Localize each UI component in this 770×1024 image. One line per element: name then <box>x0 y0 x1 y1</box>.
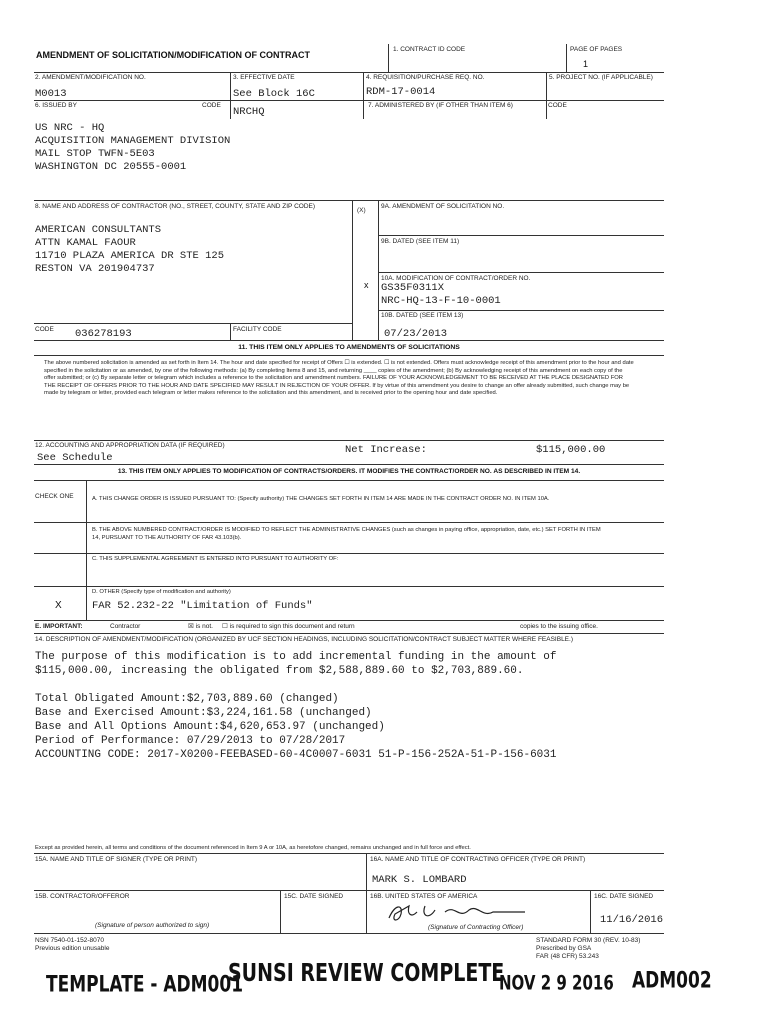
contractor-line-4: RESTON VA 201904737 <box>35 263 155 275</box>
contractor-code-label: CODE <box>35 326 54 333</box>
item13-d-value: FAR 52.232-22 "Limitation of Funds" <box>92 600 313 612</box>
item4-label: 4. REQUISITION/PURCHASE REQ. NO. <box>366 74 485 81</box>
contracting-officer-signature <box>385 900 535 926</box>
item7-label: 7. ADMINISTERED BY (IF OTHER THAN ITEM 6) <box>368 102 513 109</box>
item10a-value-2: NRC-HQ-13-F-10-0001 <box>381 295 501 307</box>
description-detail: Total Obligated Amount:$2,703,889.60 (changed) <box>35 693 339 705</box>
issuer-line-1: US NRC - HQ <box>35 122 105 134</box>
important-contractor: Contractor <box>110 623 141 630</box>
template-stamp: TEMPLATE - ADM001 <box>46 972 244 998</box>
item16a-value: MARK S. LOMBARD <box>372 874 467 886</box>
item10a-value-1: GS35F0311X <box>381 282 445 294</box>
item13-option-c: C. THIS SUPPLEMENTAL AGREEMENT IS ENTERED INTO PURSUANT TO AUTHORITY OF: <box>92 556 339 562</box>
item3-label: 3. EFFECTIVE DATE <box>233 74 295 81</box>
item16c-value: 11/16/2016 <box>600 914 664 926</box>
description-line: The purpose of this modification is to add incremental funding in the amount of <box>35 651 557 663</box>
item13-d-mark: X <box>55 600 62 611</box>
form-title: AMENDMENT OF SOLICITATION/MODIFICATION OF CONTRACT <box>36 50 310 60</box>
item13-option-a: A. THIS CHANGE ORDER IS ISSUED PURSUANT TO: (Specify authority) THE CHANGES SET FORTH IN ITEM 14 ARE MADE IN THE CONTRACT ORDER NO. IN ITEM 10A. <box>92 496 550 502</box>
item15c-label: 15C. DATE SIGNED <box>284 893 344 900</box>
previous-edition-text: Previous edition unusable <box>35 945 110 952</box>
item14-label: 14. DESCRIPTION OF AMENDMENT/MODIFICATION (ORGANIZED BY UCF SECTION HEADINGS, INCLUDING SOLICITATION/CONTRACT SUBJECT MATTER WHERE FEASIBLE.) <box>35 636 573 643</box>
prescribed-text: Prescribed by GSA <box>536 945 592 952</box>
item11-header: 11. THIS ITEM ONLY APPLIES TO AMENDMENTS OF SOLICITATIONS <box>238 344 460 351</box>
important-copies: copies to the issuing office. <box>520 623 598 630</box>
item16a-label: 16A. NAME AND TITLE OF CONTRACTING OFFICER (TYPE OR PRINT) <box>370 856 586 863</box>
item9b-label: 9B. DATED (SEE ITEM 11) <box>381 238 460 245</box>
nsn-text: NSN 7540-01-152-8070 <box>35 937 105 944</box>
far-ref-text: FAR (48 CFR) 53.243 <box>536 953 599 960</box>
description-block <box>35 650 655 762</box>
sunsi-review-stamp: SUNSI REVIEW COMPLETE <box>228 958 505 988</box>
item13-option-b: B. THE ABOVE NUMBERED CONTRACT/ORDER IS MODIFIED TO REFLECT THE ADMINISTRATIVE CHANGES (such as changes in paying office, appropriation, date, etc.) SET FORTH IN ITEM 14, PURSUANT TO THE AUTHORITY OF FAR 43.103(b). <box>92 527 601 541</box>
item11-text: The above numbered solicitation is amended as set forth in Item 14. The hour and date specified for receipt of Offers ☐ is extended. ☐ is not extended. Offers must acknowledge receipt of this amendment prior to the hour and date specified in the solicitation or as amended, by one of the following methods: (a) By completing Items 8 and 15, and returning ____ copies of the amendment; (b) By acknowledging receipt of this amendment on each copy of the offer submitted; or (c) By separate letter or telegram which includes a reference to the solicitation and amendment numbers. FAILURE OF YOUR ACKNOWLEDGEMENT TO BE RECEIVED AT THE PLACE DESIGNATED FOR THE RECEIPT OF OFFERS PRIOR TO THE HOUR AND DATE SPECIFIED MAY RESULT IN REJECTION OF YOUR OFFER. If by virtue of this amendment you desire to change an offer already submitted, such change may be made by telegram or letter, provided each telegram or letter makes reference to the solicitation and this amendment, and is received prior to the opening hour and date specified. <box>44 360 634 396</box>
check-one-label: CHECK ONE <box>35 493 74 500</box>
contractor-code: 036278193 <box>75 328 132 340</box>
description-detail: Period of Performance: 07/29/2013 to 07/28/2017 <box>35 735 346 747</box>
item2-label: 2. AMENDMENT/MODIFICATION NO. <box>35 74 146 81</box>
important-label: E. IMPORTANT: <box>35 623 83 630</box>
item12-label: 12. ACCOUNTING AND APPROPRIATION DATA (IF REQUIRED) <box>35 442 225 449</box>
item10a-label: 10A. MODIFICATION OF CONTRACT/ORDER NO. <box>381 275 531 282</box>
ride-stamp: ADM002 <box>632 968 712 994</box>
facility-code-label: FACILITY CODE <box>233 326 282 333</box>
contractor-line-3: 11710 PLAZA AMERICA DR STE 125 <box>35 250 225 262</box>
issuer-line-4: WASHINGTON DC 20555-0001 <box>35 161 187 173</box>
except-text: Except as provided herein, all terms and conditions of the document referenced in Item 9 A or 10A, as heretofore changed, remains unchanged and in full force and effect. <box>35 845 471 851</box>
item2-value: M0013 <box>35 88 67 100</box>
contract-id-code-label: 1. CONTRACT ID CODE <box>393 46 466 53</box>
contractor-line-2: ATTN KAMAL FAOUR <box>35 237 136 249</box>
net-increase-label: Net Increase: <box>345 444 427 456</box>
item12-value: See Schedule <box>37 452 113 464</box>
item15b-label: 15B. CONTRACTOR/OFFEROR <box>35 893 130 900</box>
item6-code-label: CODE <box>202 102 221 109</box>
item16b-label: 16B. UNITED STATES OF AMERICA <box>370 893 478 900</box>
item13-header: 13. THIS ITEM ONLY APPLIES TO MODIFICATION OF CONTRACTS/ORDERS. IT MODIFIES THE CONTRACT/ORDER NO. AS DESCRIBED IN ITEM 14. <box>117 468 581 475</box>
contractor-line-1: AMERICAN CONSULTANTS <box>35 224 162 236</box>
item9a-label: 9A. AMENDMENT OF SOLICITATION NO. <box>381 203 505 210</box>
item15b-sub: (Signature of person authorized to sign) <box>95 922 210 929</box>
description-detail: Base and Exercised Amount:$3,224,161.58 (unchanged) <box>35 707 372 719</box>
item10b-label: 10B. DATED (SEE ITEM 13) <box>381 312 464 319</box>
item3-value: See Block 16C <box>233 88 315 100</box>
page-of-pages-label: PAGE OF PAGES <box>570 46 623 53</box>
item16c-label: 16C. DATE SIGNED <box>594 893 654 900</box>
item13-option-d: D. OTHER (Specify type of modification and authority) <box>92 589 231 595</box>
item8-label: 8. NAME AND ADDRESS OF CONTRACTOR (NO., STREET, COUNTY, STATE AND ZIP CODE) <box>35 203 316 210</box>
description-detail: Base and All Options Amount:$4,620,653.97 (unchanged) <box>35 721 385 733</box>
issuer-line-2: ACQUISITION MANAGEMENT DIVISION <box>35 135 231 147</box>
net-increase-value: $115,000.00 <box>536 444 606 456</box>
item5-label: 5. PROJECT NO. (IF APPLICABLE) <box>549 74 653 81</box>
important-is-not: ☒ is not. <box>188 623 213 630</box>
page-number: 1 <box>583 59 589 69</box>
description-line: $115,000.00, increasing the obligated from $2,588,889.60 to $2,703,889.60. <box>35 665 524 677</box>
standard-form-text: STANDARD FORM 30 (REV. 10-83) <box>536 937 641 944</box>
item7-code-label: CODE <box>548 102 567 109</box>
item16b-sub: (Signature of Contracting Officer) <box>428 924 524 931</box>
check-x-label: (X) <box>357 207 366 214</box>
item6-code: NRCHQ <box>233 106 265 118</box>
important-is-required: ☐ is required to sign this document and return <box>222 623 355 630</box>
item4-value: RDM-17-0014 <box>366 86 436 98</box>
item10a-mark: x <box>364 280 369 290</box>
item10b-value: 07/23/2013 <box>384 328 448 340</box>
item15a-label: 15A. NAME AND TITLE OF SIGNER (TYPE OR PRINT) <box>35 856 198 863</box>
issuer-line-3: MAIL STOP TWFN-5E03 <box>35 148 155 160</box>
description-detail: ACCOUNTING CODE: 2017-X0200-FEEBASED-60-4C0007-6031 51-P-156-252A-51-P-156-6031 <box>35 749 557 761</box>
item6-label: 6. ISSUED BY <box>35 102 77 109</box>
date-stamp: NOV 2 9 2016 <box>499 971 614 995</box>
